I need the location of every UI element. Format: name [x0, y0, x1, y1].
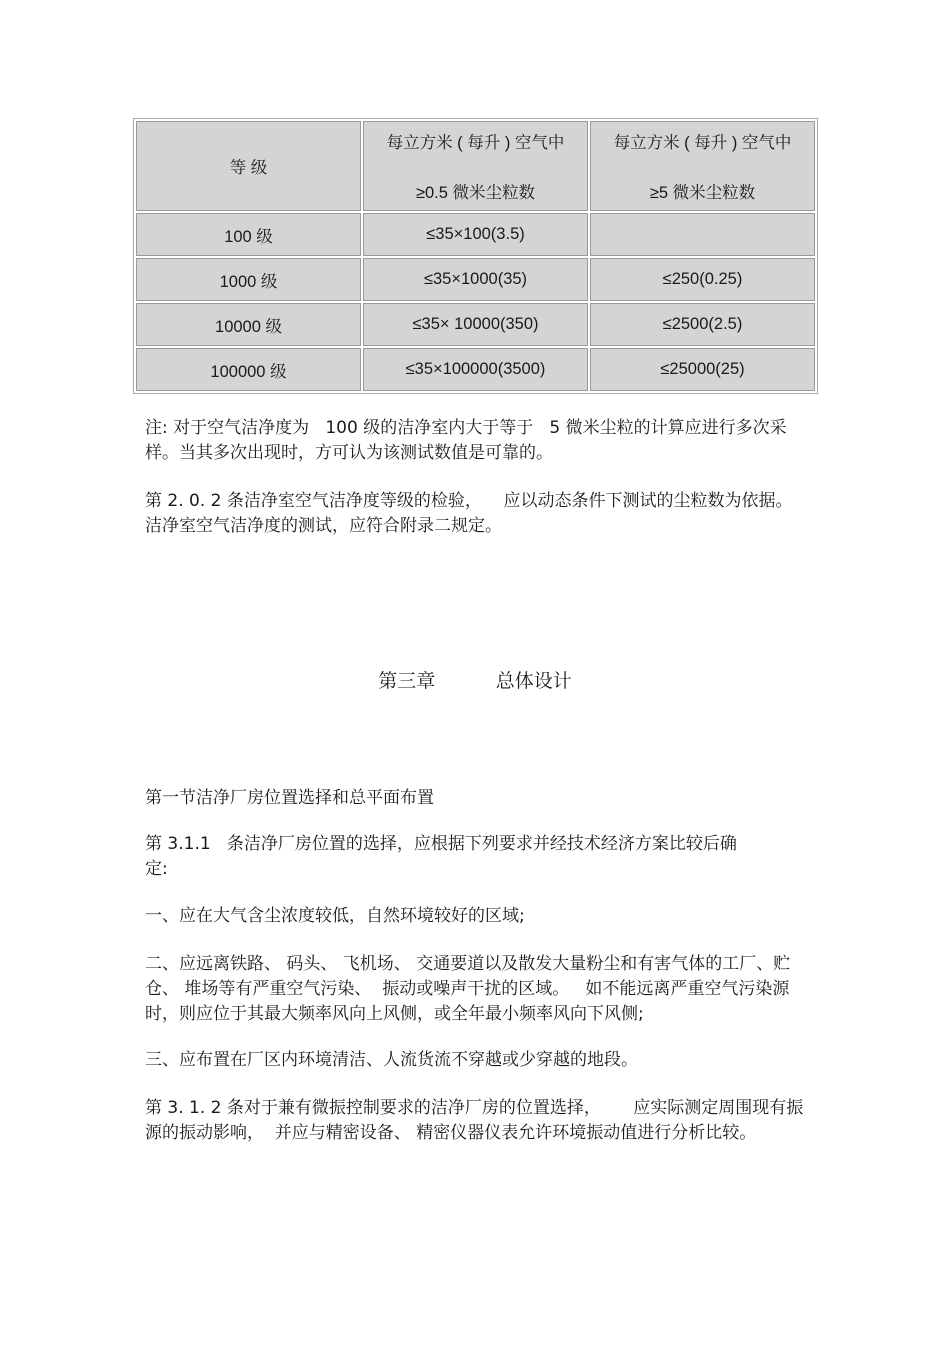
header-half-micron-line1: 每立方米 ( 每升 ) 空气中: [386, 134, 565, 152]
table-row: [136, 348, 815, 391]
header-five-micron: [590, 121, 815, 211]
cleanliness-grade-table: [133, 118, 818, 394]
table-note: 注: 对于空气洁净度为 100 级的洁净室内大于等于 5 微米尘粒的计算应进行多次采样。当其多次出现时，方可认为该测试数值是可靠的。: [145, 418, 787, 463]
cell-grade: 100 级: [136, 213, 361, 256]
cell-grade: 100000 级: [136, 348, 361, 391]
section-title: 第一节洁净厂房位置选择和总平面布置: [145, 788, 434, 808]
requirement-item-1: 一、应在大气含尘浓度较低，自然环境较好的区域;: [145, 906, 525, 926]
cell-grade: 1000 级: [136, 258, 361, 301]
requirement-item-2: 二、应远离铁路、 码头、 飞机场、 交通要道以及散发大量粉尘和有害气体的工厂、贮仓、 堆场等有严重空气污染、 振动或噪声干扰的区域。 如不能远离严重空气污染源时，则应位于其最大频率风向上风侧，或全年最小频率风向下风侧;: [145, 954, 791, 1024]
header-half-micron: [363, 121, 588, 211]
header-half-micron-line2: ≥0.5 微米尘粒数: [415, 184, 536, 202]
table-header-row: [136, 121, 815, 211]
cell-grade: 10000 级: [136, 303, 361, 346]
table-row: [136, 303, 815, 346]
table-row: [136, 258, 815, 301]
cell-half-micron: ≤35×1000(35): [363, 258, 588, 301]
cell-five-micron: ≤250(0.25): [590, 258, 815, 301]
requirement-item-3: 三、应布置在厂区内环境清洁、人流货流不穿越或少穿越的地段。: [145, 1050, 638, 1070]
article-3-1-1: 第 3.1.1 条洁净厂房位置的选择，应根据下列要求并经技术经济方案比较后确 定:: [145, 834, 737, 879]
cell-half-micron: ≤35×100000(3500): [363, 348, 588, 391]
table-row: [136, 213, 815, 256]
header-five-micron-line2: ≥5 微米尘粒数: [649, 184, 756, 202]
chapter-title: 第三章 总体设计: [378, 670, 572, 692]
cell-five-micron: [590, 213, 815, 256]
header-grade: 等 级: [136, 121, 361, 211]
header-five-micron-line1: 每立方米 ( 每升 ) 空气中: [613, 134, 792, 152]
article-2-0-2: 第 2. 0. 2 条洁净室空气洁净度等级的检验， 应以动态条件下测试的尘粒数为依据。洁净室空气洁净度的测试，应符合附录二规定。: [145, 491, 793, 536]
cell-half-micron: ≤35× 10000(350): [363, 303, 588, 346]
article-3-1-2: 第 3. 1. 2 条对于兼有微振控制要求的洁净厂房的位置选择， 应实际测定周围现有振源的振动影响， 并应与精密设备、 精密仪器仪表允许环境振动值进行分析比较。: [145, 1098, 804, 1143]
cell-half-micron: ≤35×100(3.5): [363, 213, 588, 256]
cell-five-micron: ≤25000(25): [590, 348, 815, 391]
cell-five-micron: ≤2500(2.5): [590, 303, 815, 346]
